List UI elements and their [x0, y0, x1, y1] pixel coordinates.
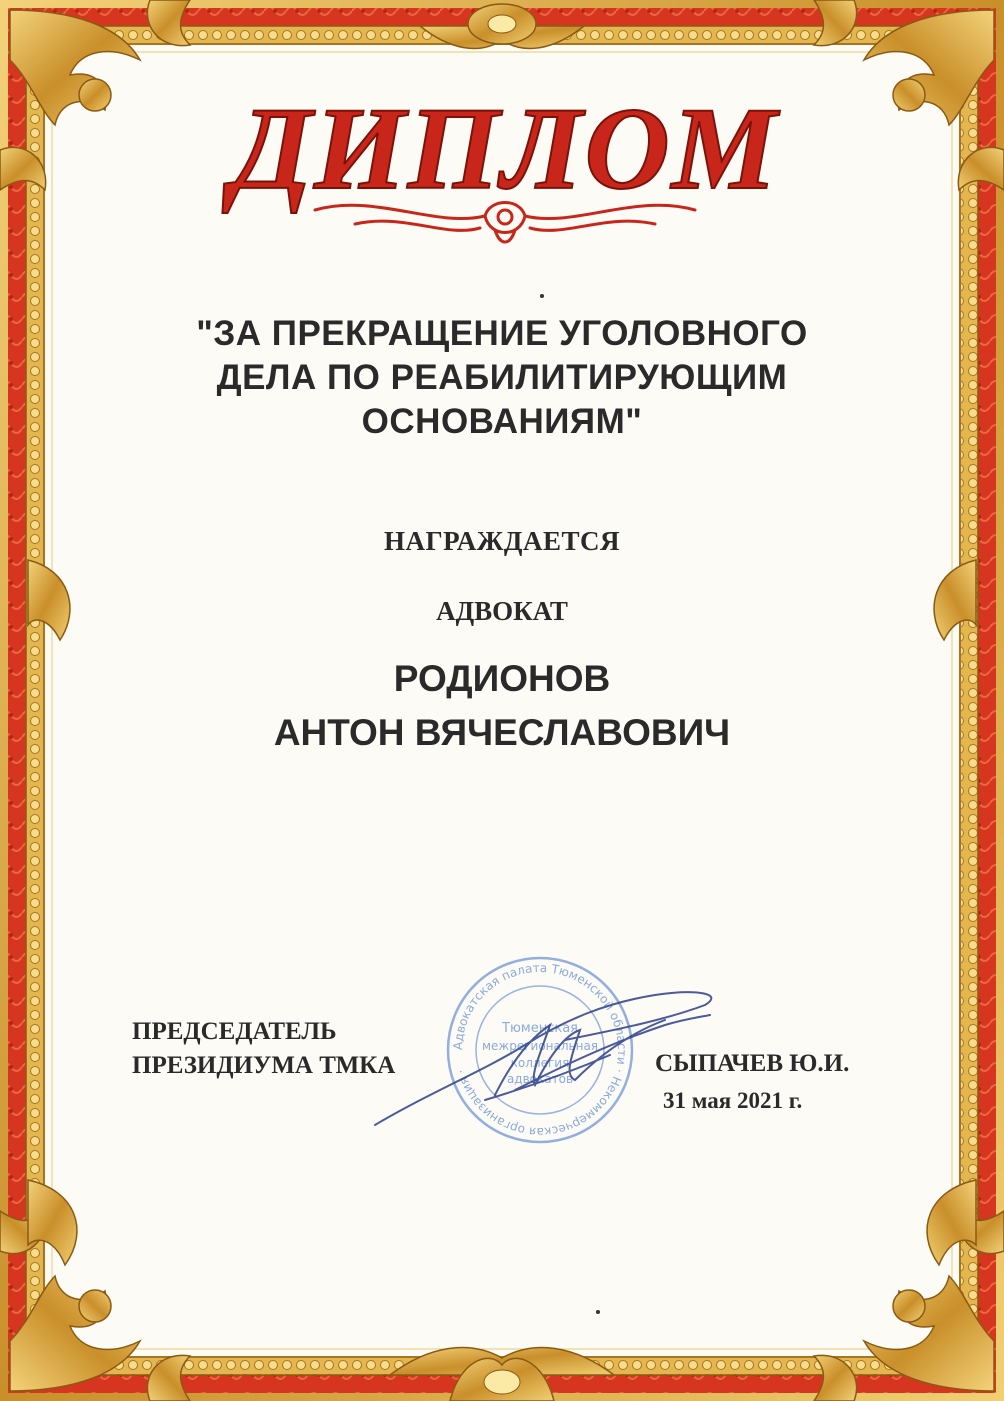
recipient-role: АДВОКАТ: [436, 596, 568, 626]
recipient-name: [0, 652, 1004, 760]
seal-center-line-1: Тюменская: [502, 1021, 578, 1036]
signatory-name: СЫПАЧЕВ Ю.И.: [655, 1050, 850, 1077]
diploma-title-graphic: [195, 78, 815, 253]
seal-center-line-2: межрегиональная: [481, 1039, 599, 1053]
award-title-line-1: "ЗА ПРЕКРАЩЕНИЕ УГОЛОВНОГО: [196, 314, 808, 353]
award-title: [120, 312, 884, 444]
seal-ring-text: Адвокатская палата Тюменской области · Некоммерческая организация ·: [450, 960, 630, 1140]
award-title-line-2: ДЕЛА ПО РЕАБИЛИТИРУЮЩИМ: [216, 358, 788, 397]
signatory-position: [132, 1015, 395, 1083]
seal-center-line-4: адвокатов: [506, 1072, 574, 1086]
award-title-line-3: ОСНОВАНИЯМ": [361, 402, 643, 441]
signatory-position-line-2: ПРЕЗИДИУМА ТМКА: [132, 1052, 396, 1079]
diploma-title: ДИПЛОМ: [231, 83, 779, 214]
awarded-label: НАГРАЖДАЕТСЯ: [383, 526, 620, 556]
scan-speck: [540, 294, 544, 298]
recipient-surname: РОДИОНОВ: [393, 658, 611, 699]
signatory-position-line-1: ПРЕДСЕДАТЕЛЬ: [132, 1018, 337, 1045]
signature-date: 31 мая 2021 г.: [663, 1088, 803, 1113]
scan-speck: [596, 1310, 600, 1314]
recipient-given-names: АНТОН ВЯЧЕСЛАВОВИЧ: [273, 712, 731, 753]
seal-center-line-3: коллегия: [510, 1056, 570, 1070]
